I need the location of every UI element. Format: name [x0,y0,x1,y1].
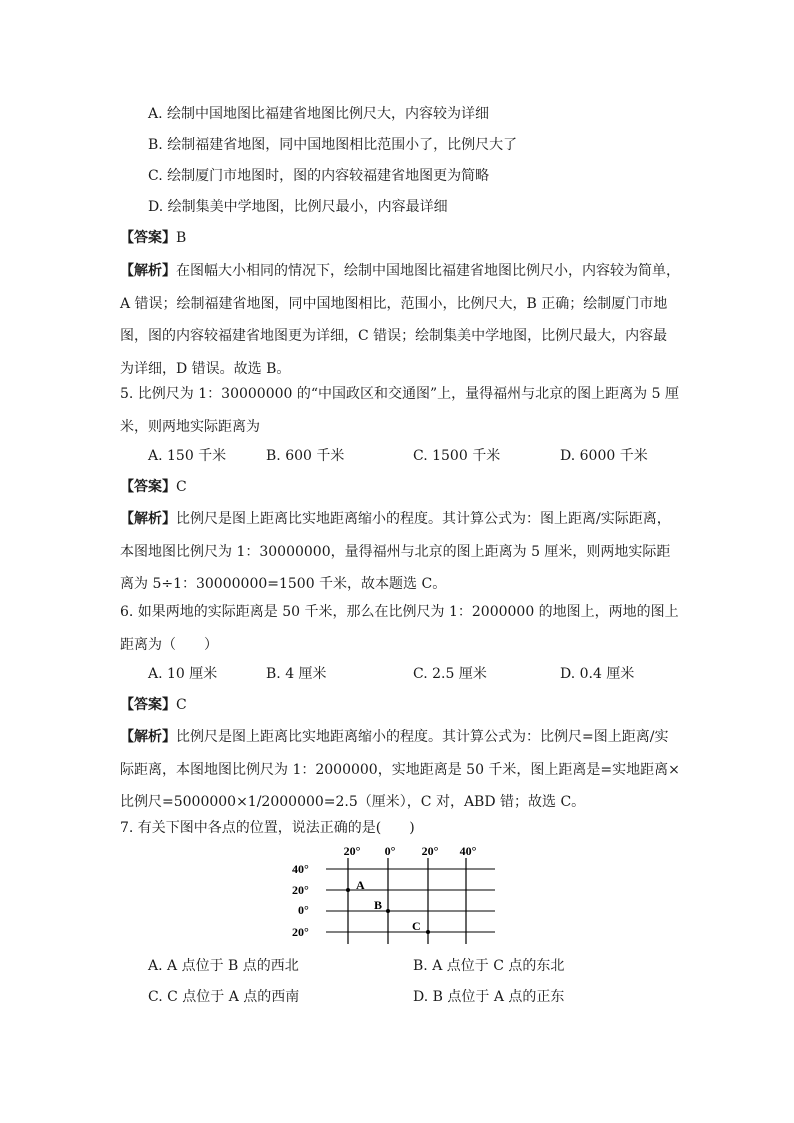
point-c-label: C [412,919,421,933]
answer-value: C [176,697,187,713]
grid-left-label: 40° [292,862,309,876]
point-a-label: A [356,878,365,892]
q6-analysis [120,721,680,819]
q4-option-d: D. 绘制集美中学地图，比例尺最小，内容最详细 [148,199,448,215]
grid-left-label: 0° [298,903,309,917]
q4-option-a: A. 绘制中国地图比福建省地图比例尺大，内容较为详细 [148,106,490,122]
q6-answer [120,695,187,715]
answer-value: C [176,479,187,495]
q5-analysis [120,503,680,601]
q4-option-b: B. 绘制福建省地图，同中国地图相比范围小了，比例尺大了 [148,137,518,153]
q5-option-b: B. 600 千米 [266,448,345,464]
q4-answer [120,228,186,248]
q4-option-c: C. 绘制厦门市地图时，图的内容较福建省地图更为简略 [148,168,490,184]
analysis-text: 比例尺是图上距离比实地距离缩小的程度。其计算公式为：图上距离/实际距离，本图地图比例尺为 1：30000000，量得福州与北京的图上距离为 5 厘米，则两地实际距离为 5÷1：30000000=1500 千米，故本题选 C。 [120,511,671,592]
point-a-dot [346,888,350,892]
q5-option-a: A. 150 千米 [148,448,227,464]
grid-top-label: 40° [459,844,477,858]
grid-top-label: 20° [343,844,361,858]
analysis-label: 【解析】 [120,511,176,527]
q7-option-c: C. C 点位于 A 点的西南 [148,989,300,1005]
q5-option-d: D. 6000 千米 [560,448,648,464]
q7-option-a: A. A 点位于 B 点的西北 [148,958,299,974]
analysis-text: 比例尺是图上距离比实地距离缩小的程度。其计算公式为：比例尺=图上距离/实际距离，本图地图比例尺为 1：2000000，实地距离是 50 千米，图上距离是=实地距离×比例尺=5000000×1/2000000=2.5（厘米），C 对，ABD 错；故选 C。 [120,729,680,810]
answer-label: 【答案】 [120,230,176,246]
q6-option-d: D. 0.4 厘米 [560,666,635,682]
grid-left-label: 20° [292,925,309,939]
q5-stem: 5. 比例尺为 1：30000000 的“中国政区和交通图”上，量得福州与北京的图上距离为 5 厘米，则两地实际距离为 [120,386,679,435]
q6-option-b: B. 4 厘米 [266,666,327,682]
answer-label: 【答案】 [120,697,176,713]
grid-top-label: 0° [384,844,396,858]
q4-analysis [120,255,680,385]
q6-stem: 6. 如果两地的实际距离是 50 千米，那么在比例尺为 1：2000000 的地图上，两地的图上距离为（ ） [120,604,679,653]
q7-option-d: D. B 点位于 A 点的正东 [413,989,565,1005]
grid-top-label: 20° [421,844,439,858]
point-b-dot [386,909,390,913]
q6-option-a: A. 10 厘米 [148,666,218,682]
answer-value: B [176,230,187,246]
grid-left-label: 20° [292,883,309,897]
lat-long-grid-figure [290,842,500,947]
q7-option-b: B. A 点位于 C 点的东北 [413,958,565,974]
answer-label: 【答案】 [120,479,176,495]
analysis-label: 【解析】 [120,263,176,279]
point-c-dot [426,930,430,934]
point-b-label: B [374,898,383,912]
q7-stem: 7. 有关下图中各点的位置，说法正确的是( ) [120,820,415,836]
q6-option-c: C. 2.5 厘米 [413,666,487,682]
q5-answer [120,477,187,497]
analysis-text: 在图幅大小相同的情况下，绘制中国地图比福建省地图比例尺小，内容较为简单，A 错误；绘制福建省地图，同中国地图相比，范围小，比例尺大，B 正确；绘制厦门市地图，图的内容较福建省地图更为详细，C 错误；绘制集美中学地图，比例尺最大，内容最为详细，D 错误。故选 B。 [120,263,680,377]
q5-option-c: C. 1500 千米 [413,448,501,464]
analysis-label: 【解析】 [120,729,176,745]
